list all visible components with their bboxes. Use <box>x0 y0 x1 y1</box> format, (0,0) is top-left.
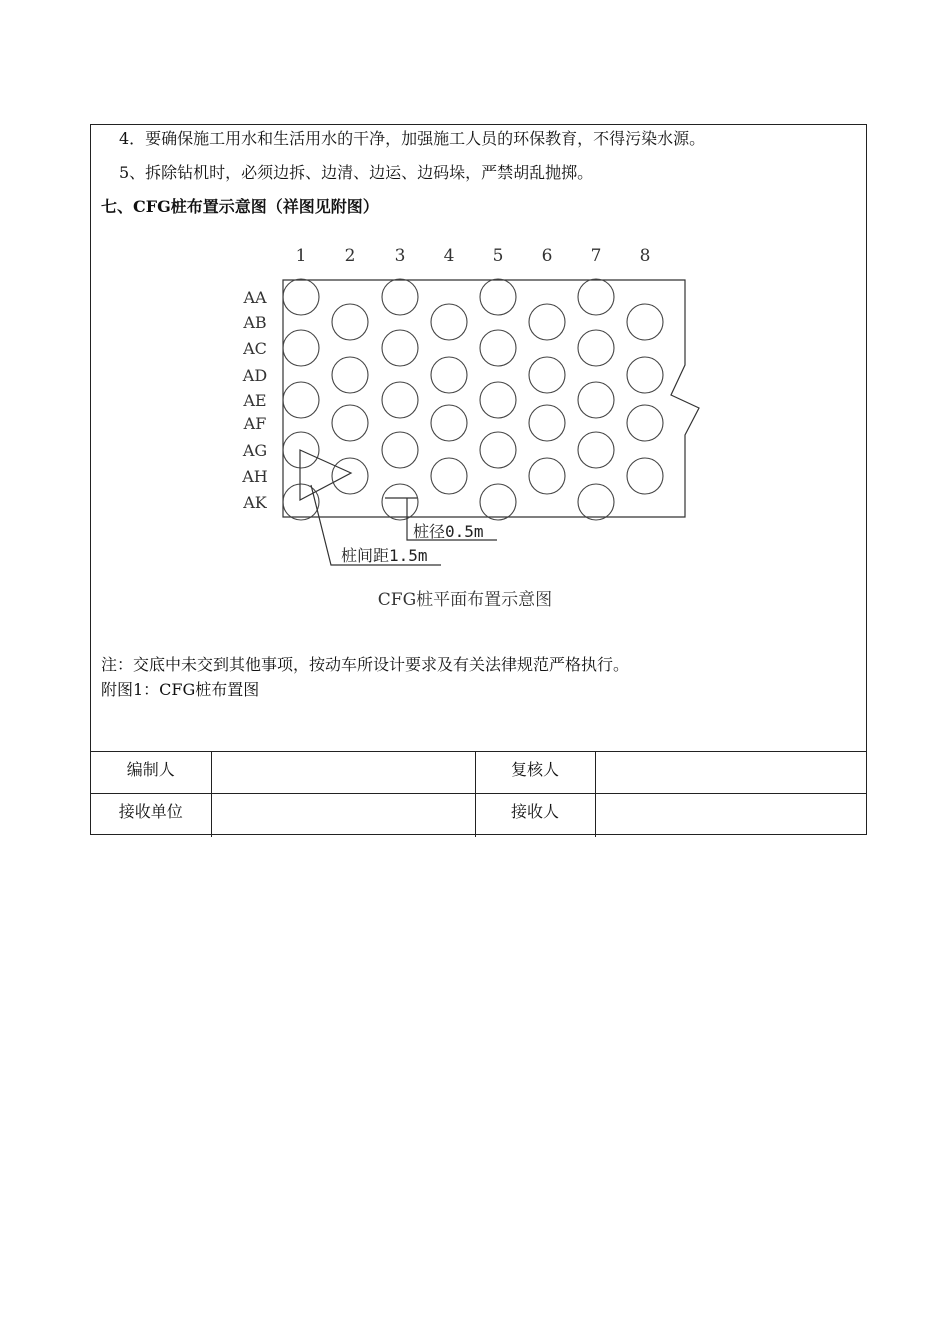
column-label: 4 <box>443 246 455 266</box>
compiled-by-label: 编制人 <box>91 752 211 794</box>
pile-circle <box>382 330 418 366</box>
pile-circle <box>627 405 663 441</box>
pile-circle <box>627 357 663 393</box>
pile-circle <box>431 304 467 340</box>
site-boundary <box>283 280 699 517</box>
reviewer-label: 复核人 <box>475 752 595 794</box>
pile-circle <box>382 279 418 315</box>
row-labels <box>241 288 268 512</box>
receiving-unit-label: 接收单位 <box>91 794 211 838</box>
section-heading: 七、CFG桩布置示意图（祥图见附图） <box>101 197 379 216</box>
pile-circle <box>529 458 565 494</box>
reviewer-field[interactable] <box>595 752 866 794</box>
column-label: 6 <box>541 246 553 266</box>
pile-circle <box>283 484 319 520</box>
pile-circle <box>627 304 663 340</box>
pile-circle <box>283 279 319 315</box>
pile-circle <box>578 484 614 520</box>
pile-circle <box>578 330 614 366</box>
attachment-text: 附图1：CFG桩布置图 <box>101 680 260 699</box>
compiled-by-field[interactable] <box>211 752 475 794</box>
row-label: AA <box>243 288 267 307</box>
pile-circle <box>283 330 319 366</box>
item-5-text: 5、拆除钻机时，必须边拆、边清、边运、边码垛，严禁胡乱抛掷。 <box>119 163 594 182</box>
pile-circle <box>332 304 368 340</box>
pile-circle <box>578 382 614 418</box>
column-label: 8 <box>639 246 651 266</box>
row-label: AC <box>243 339 267 358</box>
row-label: AG <box>242 441 268 460</box>
pile-circle <box>480 279 516 315</box>
column-label: 7 <box>590 246 602 266</box>
pile-circle <box>382 484 418 520</box>
row-label: AH <box>242 467 268 486</box>
row-label: AB <box>243 313 267 332</box>
column-label: 5 <box>492 246 504 266</box>
pile-diameter-label: 桩径0.5m <box>413 522 484 541</box>
row-label: AD <box>242 366 268 385</box>
pile-circle <box>431 458 467 494</box>
receiver-label: 接收人 <box>475 794 595 838</box>
pile-circle <box>332 357 368 393</box>
column-label: 2 <box>344 246 356 266</box>
pile-circle <box>529 357 565 393</box>
pile-circle <box>332 458 368 494</box>
row-label: AF <box>243 414 267 433</box>
cfg-pile-layout-diagram <box>91 125 866 625</box>
pile-circle <box>480 330 516 366</box>
document-frame <box>90 124 867 835</box>
pile-circle <box>578 279 614 315</box>
receiving-unit-field[interactable] <box>211 794 475 838</box>
pile-circle <box>627 458 663 494</box>
pile-circle <box>480 484 516 520</box>
column-labels <box>296 246 651 266</box>
receiver-field[interactable] <box>595 794 866 838</box>
pile-circle <box>578 432 614 468</box>
pile-circle <box>431 357 467 393</box>
pile-circle <box>332 405 368 441</box>
item-4-text: 4．要确保施工用水和生活用水的干净，加强施工人员的环保教育，不得污染水源。 <box>119 129 706 148</box>
signoff-table <box>91 751 866 837</box>
column-label: 1 <box>295 246 307 266</box>
pile-circle <box>529 304 565 340</box>
pile-circle <box>283 382 319 418</box>
row-label: AK <box>243 493 267 512</box>
pile-circle <box>431 405 467 441</box>
piles <box>283 279 663 520</box>
pile-circle <box>382 432 418 468</box>
pile-circle <box>480 382 516 418</box>
column-label: 3 <box>394 246 406 266</box>
pile-circle <box>480 432 516 468</box>
pile-circle <box>382 382 418 418</box>
diagram-caption: CFG桩平面布置示意图 <box>377 590 553 610</box>
pile-spacing-label: 桩间距1.5m <box>341 546 428 565</box>
note-text: 注：交底中未交到其他事项，按动车所设计要求及有关法律规范严格执行。 <box>101 655 630 674</box>
pile-circle <box>529 405 565 441</box>
row-label: AE <box>243 391 267 410</box>
